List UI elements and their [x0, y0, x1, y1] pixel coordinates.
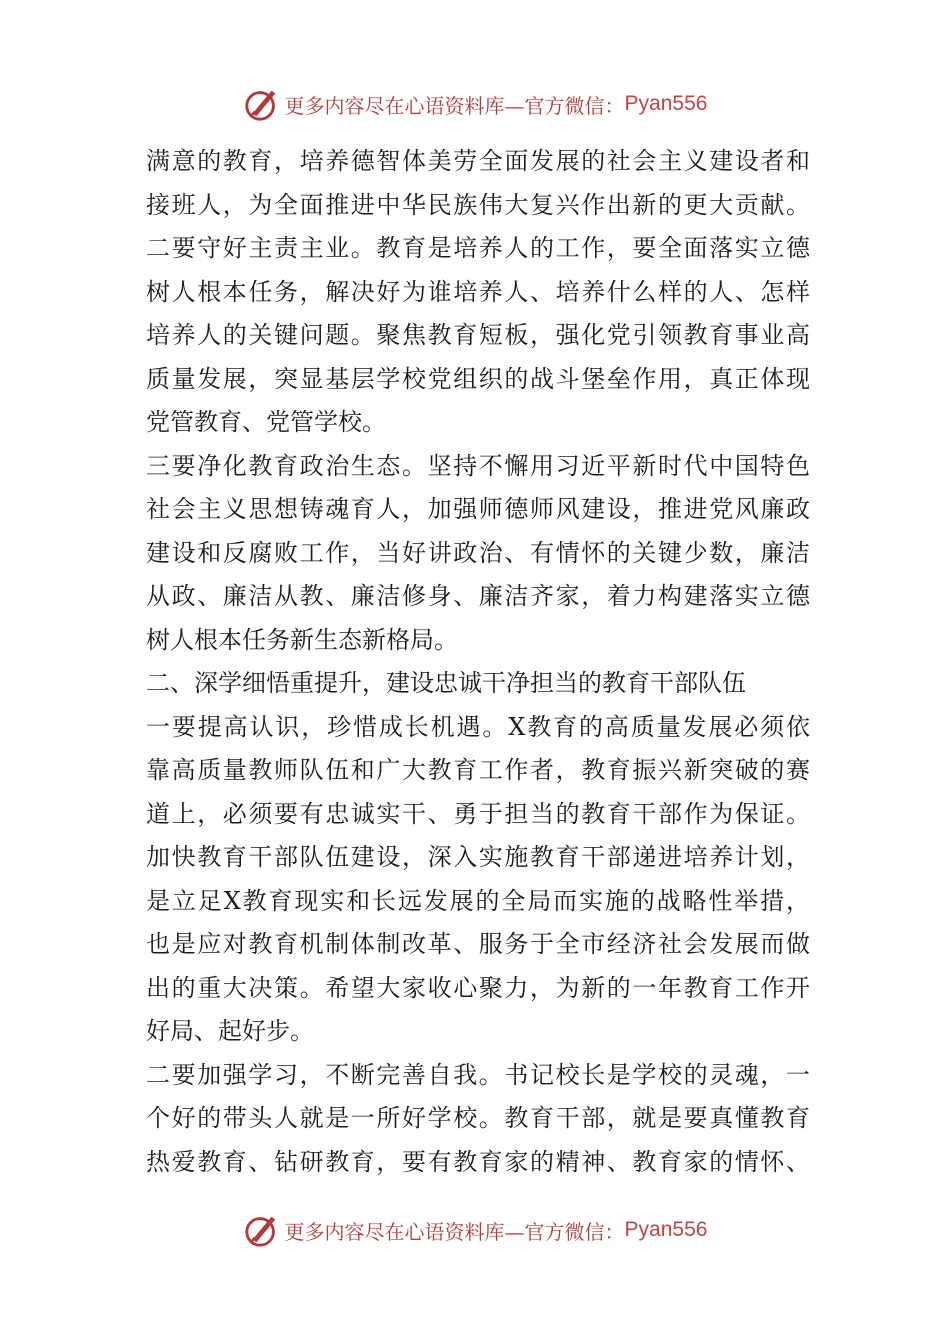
header-watermark: [0, 84, 950, 124]
text-line: 党管教育、党管学校。: [146, 408, 386, 436]
text-line: 个好的带头人就是一所好学校。教育干部，就是要真懂教育: [146, 1104, 810, 1132]
text-line: 三要净化教育政治生态。坚持不懈用习近平新时代中国特色: [146, 451, 810, 480]
text-line: 热爱教育、钻研教育，要有教育家的精神、教育家的情怀、: [146, 1147, 810, 1176]
text-line: 道上，必须要有忠诚实干、勇于担当的教育干部作为保证。: [146, 799, 810, 828]
document-body: [146, 140, 810, 1184]
text-line: 二要加强学习，不断完善自我。书记校长是学校的灵魂，一: [146, 1060, 810, 1089]
text-line: 树人根本任务，解决好为谁培养人、培养什么样的人、怎样: [146, 277, 810, 306]
text-line: 建设和反腐败工作，当好讲政治、有情怀的关键少数，廉洁: [146, 538, 810, 567]
quill-logo-icon: [243, 1211, 281, 1249]
watermark-text: 更多内容尽在心语资料库—官方微信：: [284, 1219, 625, 1244]
text-line: 树人根本任务新生态新格局。: [146, 625, 458, 654]
section-heading: 二、深学细悟重提升，建设忠诚干净担当的教育干部队伍: [146, 669, 746, 697]
text-line: 二要守好主责主业。教育是培养人的工作，要全面落实立德: [146, 234, 810, 262]
text-line: 好局、起好步。: [146, 1017, 314, 1045]
text-line: 加快教育干部队伍建设，深入实施教育干部递进培养计划，: [146, 843, 810, 871]
footer-watermark: [0, 1210, 950, 1250]
text-line: 一要提高认识，珍惜成长机遇。X教育的高质量发展必须依: [146, 712, 810, 741]
text-line: 靠高质量教师队伍和广大教育工作者，教育振兴新突破的赛: [146, 756, 810, 784]
watermark-wechat-id: Pyan556: [624, 1218, 708, 1241]
text-line: 社会主义思想铸魂育人，加强师德师风建设，推进党风廉政: [146, 495, 810, 523]
text-line: 也是应对教育机制体制改革、服务于全市经济社会发展而做: [146, 930, 810, 958]
text-line: 满意的教育，培养德智体美劳全面发展的社会主义建设者和: [146, 147, 810, 175]
text-line: 质量发展，突显基层学校党组织的战斗堡垒作用，真正体现: [146, 364, 810, 393]
watermark-text: 更多内容尽在心语资料库—官方微信：: [284, 93, 625, 118]
text-line: 是立足X教育现实和长远发展的全局而实施的战略性举措，: [146, 886, 810, 915]
text-line: 从政、廉洁从教、廉洁修身、廉洁齐家，着力构建落实立德: [146, 582, 810, 610]
quill-logo-icon: [243, 85, 281, 123]
text-line: 接班人，为全面推进中华民族伟大复兴作出新的更大贡献。: [146, 190, 810, 219]
text-line: 培养人的关键问题。聚焦教育短板，强化党引领教育事业高: [146, 321, 810, 349]
watermark-wechat-id: Pyan556: [624, 92, 708, 115]
text-line: 出的重大决策。希望大家收心聚力，为新的一年教育工作开: [146, 973, 810, 1002]
